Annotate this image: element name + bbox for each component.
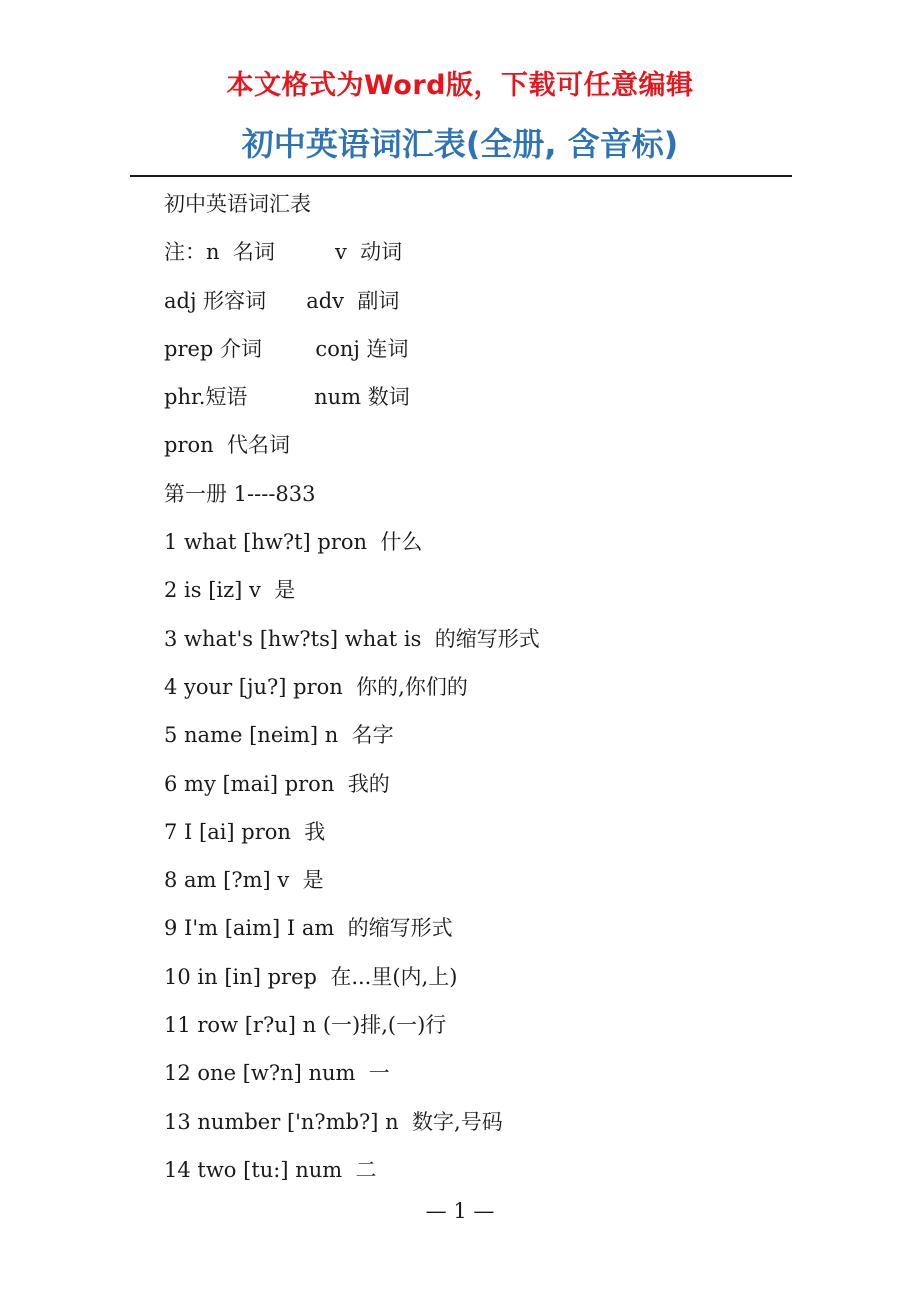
legend-line: adj 形容词 adv 副词 [164,288,400,313]
vocab-entry: 10 in [in] prep 在...里(内,上) [164,964,458,989]
format-banner: 本文格式为Word版，下载可任意编辑 [226,70,694,101]
vocab-entry: 14 two [tu:] num 二 [164,1157,377,1182]
legend-line: 注：n 名词 v 动词 [164,240,403,265]
vocab-entry: 1 what [hw?t] pron 什么 [164,530,423,555]
vocab-entry: 9 I'm [aim] I am 的缩写形式 [164,916,453,941]
vocab-entry: 12 one [w?n] num 一 [164,1061,390,1086]
volume-heading: 第一册 1----833 [164,481,316,506]
vocab-entry: 3 what's [hw?ts] what is 的缩写形式 [164,626,540,651]
vocab-entry: 5 name [neim] n 名字 [164,723,394,748]
vocab-entry: 7 I [ai] pron 我 [164,819,326,844]
vocab-entry: 2 is [iz] v 是 [164,578,296,603]
vocabulary-list [164,180,784,1194]
legend-line: pron 代名词 [164,433,290,458]
vocab-entry: 8 am [?m] v 是 [164,868,324,893]
title-underline [130,175,792,177]
page-number: — 1 — [425,1199,495,1223]
vocab-entry: 11 row [r?u] n (一)排,(一)行 [164,1013,447,1038]
vocab-entry: 6 my [mai] pron 我的 [164,771,390,796]
vocab-entry: 13 number ['n?mb?] n 数字,号码 [164,1109,503,1134]
list-heading: 初中英语词汇表 [164,192,311,216]
vocab-entry: 4 your [ju?] pron 你的,你们的 [164,674,468,699]
document-title: 初中英语词汇表(全册, 含音标) [241,125,679,163]
legend-line: phr.短语 num 数词 [164,385,410,410]
legend-line: prep 介词 conj 连词 [164,336,409,361]
